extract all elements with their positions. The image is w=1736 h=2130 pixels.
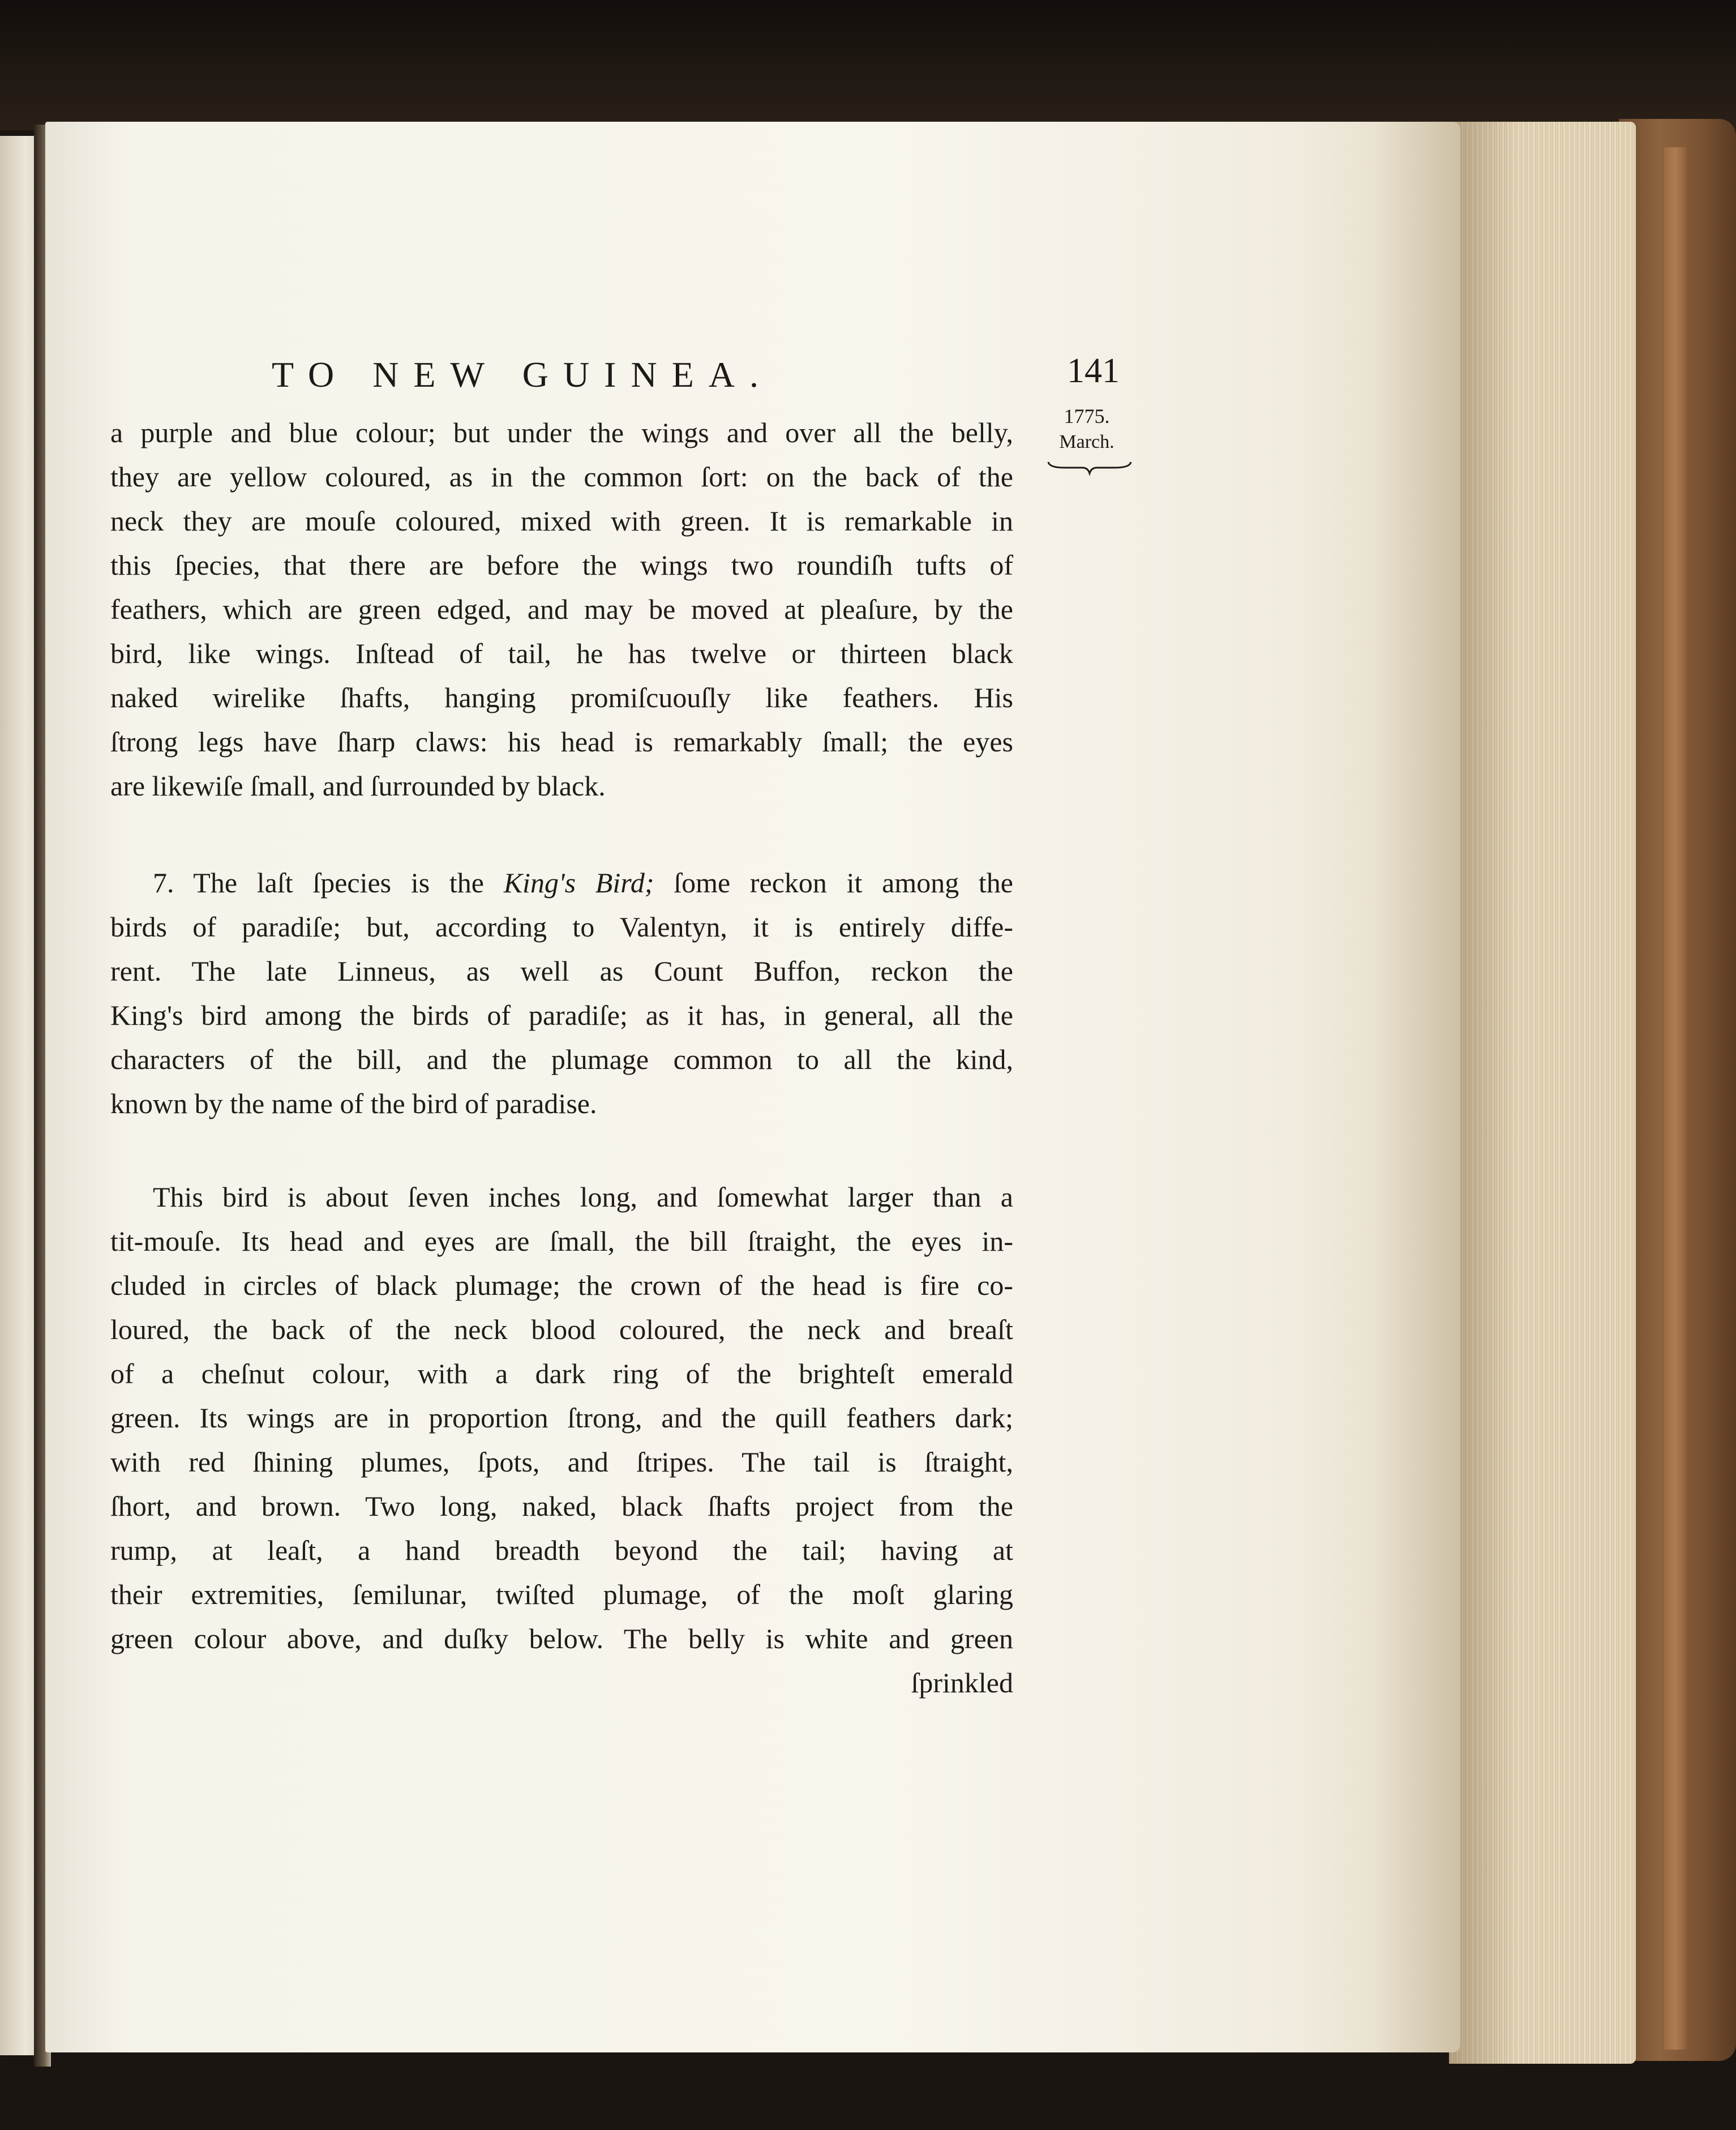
text-line: naked wirelike ſhafts, hanging promiſcuouſly like feathers. His	[110, 682, 1013, 713]
text-line: are likewiſe ſmall, and ſurrounded by black.	[110, 770, 606, 802]
text-line: green. Its wings are in proportion ſtrong, and the quill feathers dark;	[110, 1402, 1013, 1434]
text-line: birds of paradiſe; but, according to Valentyn, it is entirely diffe-	[110, 911, 1013, 943]
text-line: ſtrong legs have ſharp claws: his head is remarkably ſmall; the eyes	[110, 726, 1013, 758]
text-line: neck they are mouſe coloured, mixed with green. It is remarkable in	[110, 505, 1013, 537]
text-line: bird, like wings. Inſtead of tail, he has twelve or thirteen black	[110, 638, 1013, 669]
text-span: 7. The laſt ſpecies is the	[153, 867, 504, 899]
text-line: cluded in circles of black plumage; the crown of the head is fire co-	[110, 1269, 1013, 1301]
text-line: rump, at leaſt, a hand breadth beyond the tail; having at	[110, 1534, 1013, 1566]
text-line-para7-first	[153, 866, 1013, 899]
kings-bird-italic: King's Bird;	[503, 867, 654, 899]
text-line: rent. The late Linneus, as well as Count Buffon, reckon the	[110, 955, 1013, 987]
catchword: ſprinkled	[911, 1667, 1013, 1699]
text-line: their extremities, ſemilunar, twiſted plumage, of the moſt glaring	[110, 1579, 1013, 1610]
margin-note-year: 1775.	[1064, 405, 1110, 427]
text-line: of a cheſnut colour, with a dark ring of the brighteſt emerald	[110, 1358, 1013, 1389]
page-curve-shade	[1375, 122, 1460, 2052]
text-line: known by the name of the bird of paradise.	[110, 1088, 597, 1119]
background	[0, 0, 1736, 130]
page-number: 141	[1067, 352, 1120, 390]
margin-note-month: March.	[1059, 431, 1115, 452]
text-line: ſhort, and brown. Two long, naked, black ſhafts project from the	[110, 1490, 1013, 1522]
margin-brace-icon	[1047, 460, 1132, 476]
text-line: tit-mouſe. Its head and eyes are ſmall, the bill ſtraight, the eyes in-	[110, 1225, 1013, 1257]
text-line: loured, the back of the neck blood coloured, the neck and breaſt	[110, 1314, 1013, 1345]
text-line: a purple and blue colour; but under the wings and over all the belly,	[110, 417, 1013, 448]
text-line: green colour above, and duſky below. The belly is white and green	[110, 1623, 1013, 1654]
text-line: feathers, which are green edged, and may be moved at pleaſure, by the	[110, 593, 1013, 625]
text-line: they are yellow coloured, as in the common ſort: on the back of the	[110, 461, 1013, 493]
text-line: This bird is about ſeven inches long, and ſomewhat larger than a	[153, 1181, 1013, 1213]
text-line: characters of the bill, and the plumage common to all the kind,	[110, 1043, 1013, 1075]
running-head: TO NEW GUINEA.	[272, 354, 773, 395]
cover-edge	[1664, 147, 1687, 2050]
text-line: with red ſhining plumes, ſpots, and ſtripes. The tail is ſtraight,	[110, 1446, 1013, 1478]
text-span: ſome reckon it among the	[654, 867, 1013, 899]
text-line: this ſpecies, that there are before the wings two roundiſh tufts of	[110, 549, 1013, 581]
text-line: King's bird among the birds of paradiſe; as it has, in general, all the	[110, 999, 1013, 1031]
